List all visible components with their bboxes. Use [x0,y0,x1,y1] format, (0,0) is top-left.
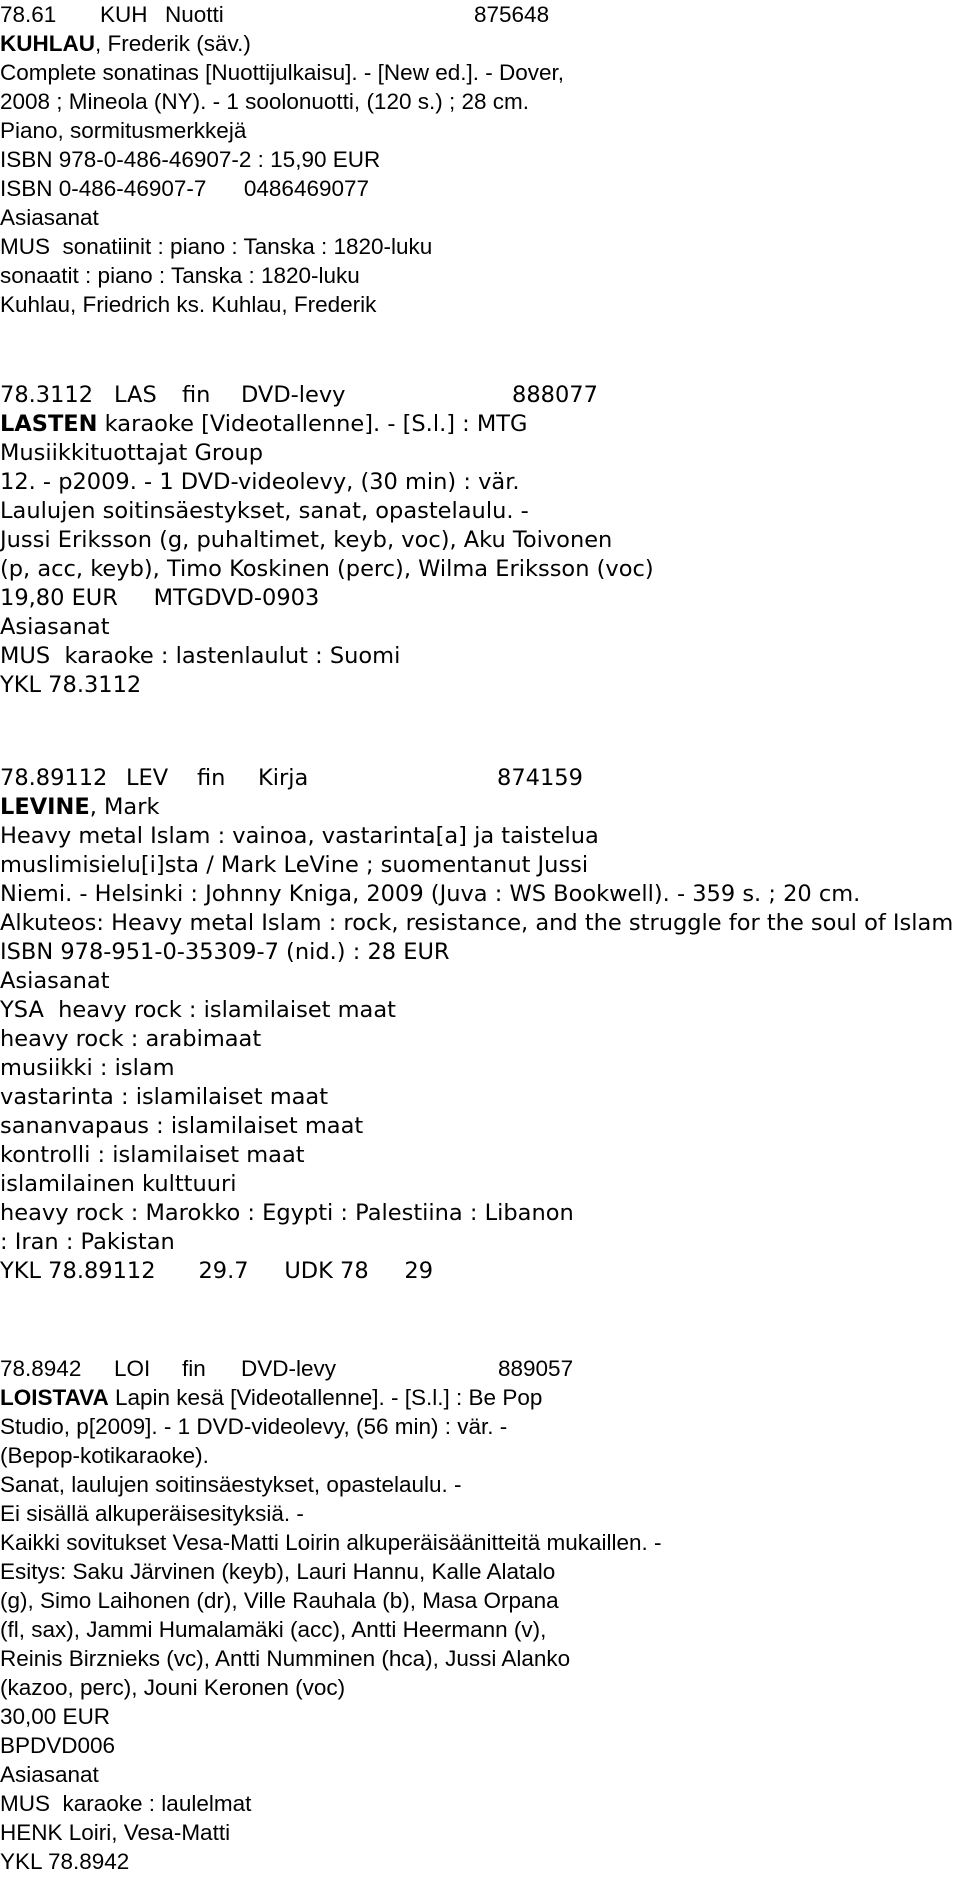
classification-number: 78.3112 [0,382,94,408]
author-line [0,793,960,822]
classification-number: 78.8942 [0,1356,82,1381]
author-rest: Lapin kesä [Videotallenne]. - [S.l.] : Be Pop [108,1385,543,1410]
catalog-entry-lasten [0,381,960,700]
shelf-code: LOI [114,1356,151,1381]
description-line: Esitys: Saku Järvinen (keyb), Lauri Hannu, Kalle Alatalo [0,1559,556,1584]
description-line: (Bepop-kotikaraoke). [0,1443,209,1468]
subject-line: sonaatit : piano : Tanska : 1820-luku [0,263,360,288]
ykl-line: YKL 78.89112 29.7 UDK 78 29 [0,1258,434,1284]
record-id: 874159 [497,765,583,791]
subject-line: YSA heavy rock : islamilaiset maat [0,997,396,1023]
language-code: fin [182,382,211,408]
description-line: 12. - p2009. - 1 DVD-videolevy, (30 min) : vär. [0,469,520,495]
ykl-line: YKL 78.3112 [0,672,142,698]
author-heading: LEVINE [0,794,90,820]
description-line: (kazoo, perc), Jouni Keronen (voc) [0,1675,346,1700]
subject-line: vastarinta : islamilaiset maat [0,1084,329,1110]
subject-line: heavy rock : Marokko : Egypti : Palestiina : Libanon [0,1200,574,1226]
subject-heading-label: Asiasanat [0,968,110,994]
isbn-line: ISBN 978-0-486-46907-2 : 15,90 EUR [0,147,381,172]
author-heading: KUHLAU [0,31,95,56]
description-line: (fl, sax), Jammi Humalamäki (acc), Antti Heermann (v), [0,1617,547,1642]
ykl-line: YKL 78.8942 [0,1849,130,1874]
entry-header [0,1354,960,1383]
entry-header [0,381,960,410]
record-id: 875648 [474,2,550,27]
description-line: Kaikki sovitukset Vesa-Matti Loirin alkuperäisäänitteitä mukaillen. - [0,1530,662,1555]
subject-heading-label: Asiasanat [0,1762,99,1787]
description-line: Piano, sormitusmerkkejä [0,118,247,143]
author-rest: , Frederik (säv.) [95,31,251,56]
language-code: fin [197,765,226,791]
see-reference-line: Kuhlau, Friedrich ks. Kuhlau, Frederik [0,292,377,317]
material-format: Kirja [258,765,309,791]
subject-heading-label: Asiasanat [0,614,110,640]
material-format: DVD-levy [241,1356,337,1381]
subject-line: MUS karaoke : laulelmat [0,1791,252,1816]
description-line: muslimisielu[i]sta / Mark LeVine ; suomentanut Jussi [0,852,589,878]
person-subject-line: HENK Loiri, Vesa-Matti [0,1820,231,1845]
product-code-line: BPDVD006 [0,1733,116,1758]
shelf-code: KUH [100,2,148,27]
subject-line: heavy rock : arabimaat [0,1026,262,1052]
entry-header [0,0,960,29]
description-line: Niemi. - Helsinki : Johnny Kniga, 2009 (Juva : WS Bookwell). - 359 s. ; 20 cm. [0,881,861,907]
material-format: Nuotti [165,2,224,27]
record-id: 888077 [512,382,598,408]
description-line: Laulujen soitinsäestykset, sanat, opastelaulu. - [0,498,529,524]
author-rest: , Mark [89,794,160,820]
description-line: 2008 ; Mineola (NY). - 1 soolonuotti, (120 s.) ; 28 cm. [0,89,529,114]
author-line [0,1383,960,1412]
subject-line: MUS karaoke : lastenlaulut : Suomi [0,643,401,669]
subject-line: musiikki : islam [0,1055,175,1081]
catalog-entry-levine [0,764,960,1286]
catalog-entry-kuhlau [0,0,960,319]
subject-line: sananvapaus : islamilaiset maat [0,1113,364,1139]
material-format: DVD-levy [241,382,346,408]
description-line: (p, acc, keyb), Timo Koskinen (perc), Wilma Eriksson (voc) [0,556,654,582]
price-line: 19,80 EUR MTGDVD-0903 [0,585,320,611]
description-line: Musiikkituottajat Group [0,440,264,466]
price-line: 30,00 EUR [0,1704,111,1729]
author-heading: LASTEN [0,411,98,437]
original-title-line: Alkuteos: Heavy metal Islam : rock, resistance, and the struggle for the soul of Islam [0,910,954,936]
subject-line: kontrolli : islamilaiset maat [0,1142,305,1168]
isbn-line: ISBN 978-951-0-35309-7 (nid.) : 28 EUR [0,939,450,965]
description-line: Complete sonatinas [Nuottijulkaisu]. - [New ed.]. - Dover, [0,60,564,85]
classification-number: 78.89112 [0,765,108,791]
description-line: Heavy metal Islam : vainoa, vastarinta[a] ja taistelua [0,823,599,849]
shelf-code: LAS [114,382,157,408]
catalog-entry-loistava [0,1354,960,1876]
description-line: (g), Simo Laihonen (dr), Ville Rauhala (b), Masa Orpana [0,1588,559,1613]
description-line: Sanat, laulujen soitinsäestykset, opastelaulu. - [0,1472,462,1497]
isbn-line: ISBN 0-486-46907-7 0486469077 [0,176,370,201]
subject-line: : Iran : Pakistan [0,1229,175,1255]
shelf-code: LEV [126,765,169,791]
description-line: Reinis Birznieks (vc), Antti Numminen (hca), Jussi Alanko [0,1646,571,1671]
subject-line: islamilainen kulttuuri [0,1171,237,1197]
author-line [0,410,960,439]
description-line: Jussi Eriksson (g, puhaltimet, keyb, voc), Aku Toivonen [0,527,613,553]
entry-header [0,764,960,793]
record-id: 889057 [498,1356,574,1381]
subject-line: MUS sonatiinit : piano : Tanska : 1820-luku [0,234,433,259]
author-rest: karaoke [Videotallenne]. - [S.l.] : MTG [97,411,528,437]
language-code: fin [182,1356,206,1381]
author-heading: LOISTAVA [0,1385,109,1410]
author-line [0,29,960,58]
description-line: Ei sisällä alkuperäisesityksiä. - [0,1501,304,1526]
classification-number: 78.61 [0,2,57,27]
description-line: Studio, p[2009]. - 1 DVD-videolevy, (56 min) : vär. - [0,1414,508,1439]
subject-heading-label: Asiasanat [0,205,99,230]
